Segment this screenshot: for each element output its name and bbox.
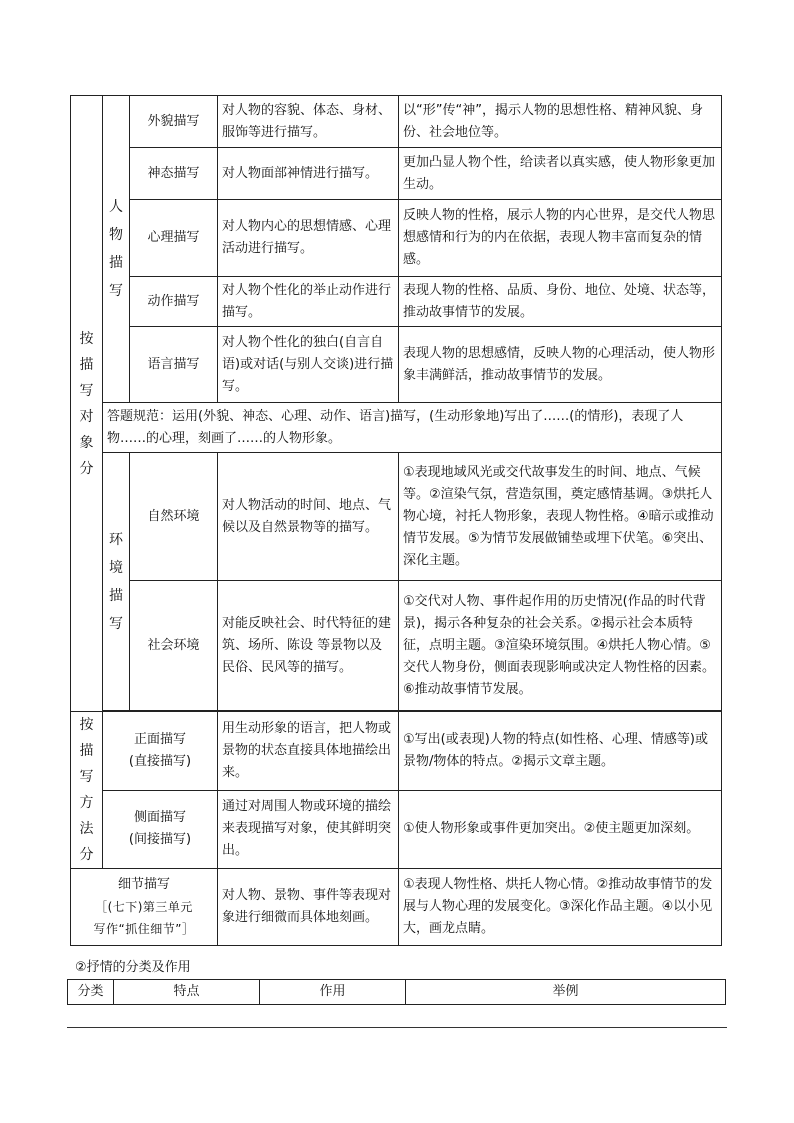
method-content: 对人物个性化的独白(自言自语)或对话(与别人交谈)进行描写。 [218,327,399,403]
method-content: 用生动形象的语言，把人物或景物的状态直接具体地描绘出来。 [218,712,399,791]
subgroup-label-env [103,453,130,711]
column-header: 举例 [406,980,726,1005]
method-name-cell [103,790,218,869]
method-name: 正面描写 [133,731,186,747]
table-row [71,403,722,453]
method-content: 对人物面部神情进行描写。 [218,148,399,200]
method-name: 社会环境 [130,581,218,711]
table-row [71,148,722,200]
group-label-by-method [71,712,103,869]
group-label-by-method-text: 按描写方法分 [79,717,94,863]
method-content: 对人物、景物、事件等表现对象进行细微而具体地刻画。 [218,869,399,946]
method-name-cell [103,712,218,791]
column-header: 作用 [260,980,406,1005]
lyric-types-table [67,979,726,1005]
table-row [71,96,722,148]
column-header: 特点 [114,980,260,1005]
method-name: 神态描写 [130,148,218,200]
method-name: 心理描写 [130,200,218,277]
subgroup-label-person [103,96,130,403]
table-row [71,869,722,946]
method-content: 对人物个性化的举止动作进行描写。 [218,277,399,327]
method-effect: 表现人物的思想感情，反映人物的心理活动，使人物形象丰满鲜活，推动故事情节的发展。 [399,327,722,403]
method-name: 自然环境 [130,453,218,581]
table-row [71,712,722,791]
method-name-alt: (间接描写) [128,832,192,848]
subgroup-label-env-text: 环境描写 [109,531,123,632]
method-name: 细节描写 [117,877,170,892]
detail-name-cell [71,869,218,946]
method-effect: 更加凸显人物个性，给读者以真实感，使人物形象更加生动。 [399,148,722,200]
column-header: 分类 [68,980,114,1005]
table-row [71,200,722,277]
method-name: 动作描写 [130,277,218,327]
table-row [71,327,722,403]
method-name-alt: (直接描写) [128,753,192,769]
detail-note: 写作“抓住细节”］ [93,922,195,936]
subgroup-label-person-text: 人物描写 [109,199,123,299]
table-header-row [68,980,726,1005]
table-row [71,790,722,869]
method-effect: 表现人物的性格、品质、身份、地位、处境、状态等，推动故事情节的发展。 [399,277,722,327]
answer-tip: 答题规范：运用(外貌、神态、心理、动作、语言)描写，(生动形象地)写出了……(的情形)，表现了人物……的心理，刻画了……的人物形象。 [103,403,722,453]
group-label-by-object [71,96,103,712]
table-row [71,453,722,581]
section-title: ②抒情的分类及作用 [75,960,191,975]
method-content: 对能反映社会、时代特征的建筑、场所、陈设 等景物以及民俗、民风等的描写。 [218,581,399,711]
method-content: 通过对周围人物或环境的描绘来表现描写对象，使其鲜明突出。 [218,790,399,869]
method-content: 对人物的容貌、体态、身材、服饰等进行描写。 [218,96,399,148]
method-effect: ①表现地域风光或交代故事发生的时间、地点、气候等。②渲染气氛，营造氛围，奠定感情基调。③烘托人物心境，衬托人物形象，表现人物性格。④暗示或推动情节发展。⑤为情节发展做铺垫或埋下伏笔。⑥突出、深化主题。 [399,453,722,581]
method-effect: ①表现人物性格、烘托人物心情。②推动故事情节的发展与人物心理的发展变化。③深化作品主题。④以小见大，画龙点睛。 [399,869,722,946]
method-content: 对人物内心的思想情感、心理活动进行描写。 [218,200,399,277]
method-effect: ①写出(或表现)人物的特点(如性格、心理、情感等)或景物/物体的特点。②揭示文章主题。 [399,712,722,791]
method-effect: 以“形”传“神”，揭示人物的思想性格、精神风貌、身份、社会地位等。 [399,96,722,148]
method-effect: 反映人物的性格，展示人物的内心世界，是交代人物思想感情和行为的内在依据，表现人物丰富而复杂的情感。 [399,200,722,277]
method-name: 侧面描写 [133,810,186,826]
method-effect: ①交代对人物、事件起作用的历史情况(作品的时代背景)，揭示各种复杂的社会关系。②揭示社会本质特征，点明主题。③渲染环境氛围。④烘托人物心情。⑤交代人物身份，侧面表现影响或决定人物性格的因素。⑥推动故事情节发展。 [399,581,722,711]
footer-divider [67,1027,727,1028]
method-name: 语言描写 [130,327,218,403]
description-methods-table [70,95,722,946]
method-name: 外貌描写 [130,96,218,148]
group-label-by-object-text: 按描写对象分 [79,330,94,477]
method-effect: ①使人物形象或事件更加突出。②使主题更加深刻。 [399,790,722,869]
table-row [71,277,722,327]
detail-note: ［(七下)第三单元 [95,900,193,914]
method-content: 对人物活动的时间、地点、气候以及自然景物等的描写。 [218,453,399,581]
table-row [71,581,722,711]
